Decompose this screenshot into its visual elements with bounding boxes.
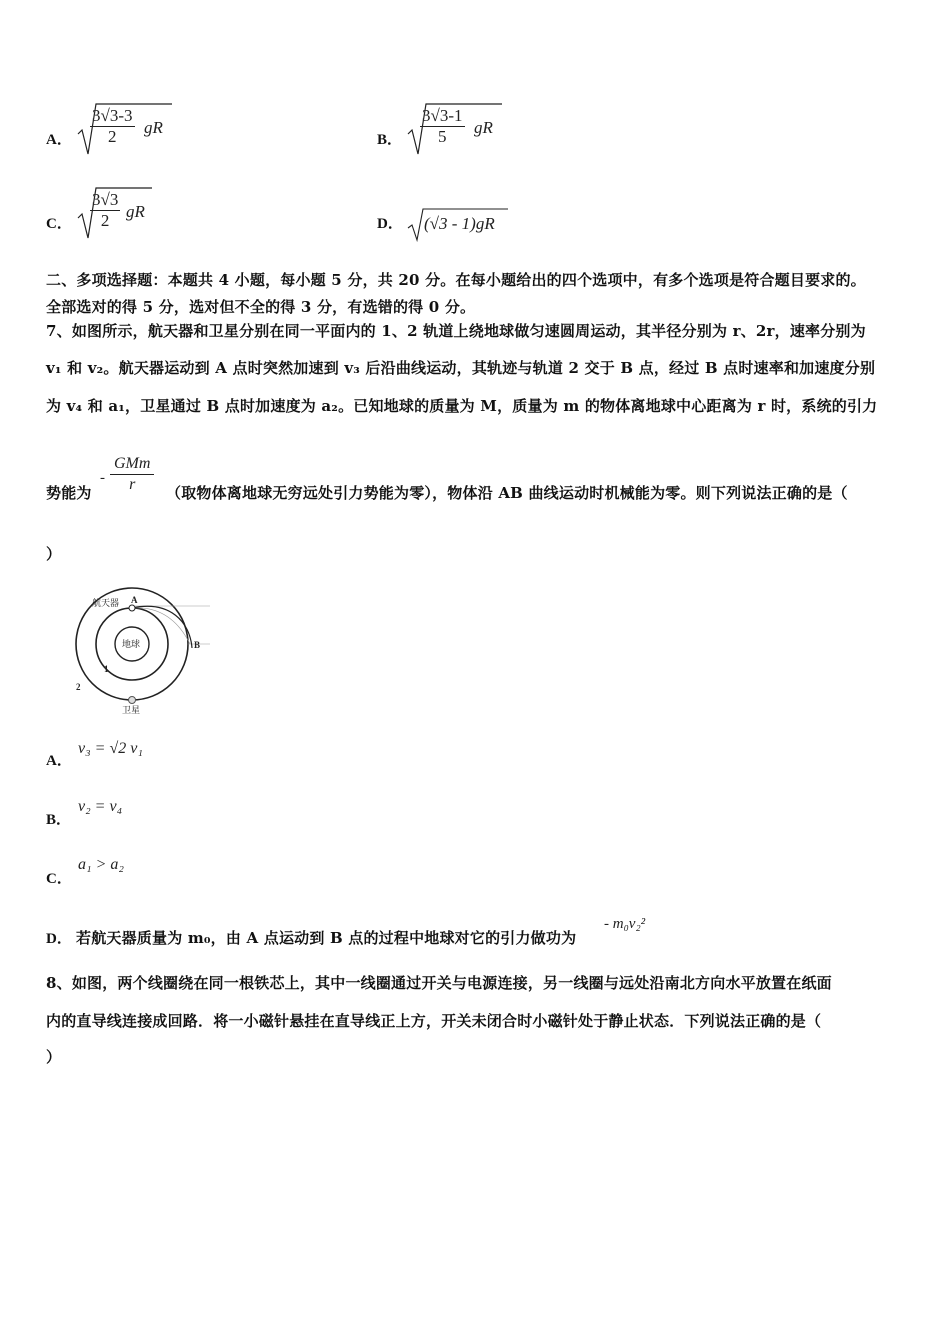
q6-a-tail: gR bbox=[144, 118, 163, 137]
label-satellite: 卫星 bbox=[122, 705, 141, 715]
label-orbit-2: 2 bbox=[76, 682, 81, 692]
q6-option-d-formula bbox=[406, 206, 510, 246]
section2-line2: 全部选对的得 5 分，选对但不全的得 3 分，有选错的得 0 分。 bbox=[46, 298, 476, 316]
q7-potential-den: r bbox=[129, 476, 136, 493]
label-a: A bbox=[131, 595, 138, 605]
q7-option-c-expr: a₁ > a₂ bbox=[78, 856, 124, 873]
q7-option-d-expr: - m₀v₂² bbox=[604, 916, 646, 932]
q7-line1: 7、如图所示，航天器和卫星分别在同一平面内的 1、2 轨道上绕地球做匀速圆周运动，其半径分别为 r、2r，速率分别为 bbox=[46, 322, 866, 340]
label-orbit-1: 1 bbox=[104, 664, 109, 674]
q6-option-b-label: B． bbox=[377, 132, 403, 148]
q6-option-b-formula bbox=[406, 100, 506, 162]
q6-b-numerator: 3√3-1 bbox=[422, 106, 463, 125]
q6-c-tail: gR bbox=[126, 202, 145, 221]
label-b: B bbox=[194, 640, 201, 650]
q6-b-tail: gR bbox=[474, 118, 493, 137]
q7-orbit-figure bbox=[60, 586, 230, 718]
q6-option-c-label: C． bbox=[46, 216, 72, 232]
label-earth: 地球 bbox=[122, 639, 141, 649]
transfer-trajectory bbox=[132, 606, 192, 648]
q7-option-a-expr: v₃ = √2 v₁ bbox=[78, 740, 143, 757]
q7-option-d-label: D． bbox=[46, 931, 72, 947]
q7-line2: v₁ 和 v₂。航天器运动到 A 点时突然加速到 v₃ 后沿曲线运动，其轨迹与轨道 2 交于 B 点，经过 B 点时速率和加速度分别 bbox=[46, 359, 876, 377]
satellite-dot bbox=[129, 697, 136, 704]
q6-option-a-label: A． bbox=[46, 132, 72, 148]
q7-potential-sign: - bbox=[100, 470, 105, 486]
spacecraft-point-a bbox=[129, 605, 135, 611]
q7-line5: ） bbox=[46, 545, 62, 563]
q7-option-b-expr: v₂ = v₄ bbox=[78, 798, 123, 815]
q8-line3: ） bbox=[46, 1048, 62, 1066]
q6-c-denominator: 2 bbox=[100, 211, 110, 230]
q6-option-a-formula bbox=[76, 100, 176, 162]
q7-option-c-label: C． bbox=[46, 871, 72, 887]
q8-line2: 内的直导线连接成回路．将一小磁针悬挂在直导线正上方，开关未闭合时小磁针处于静止状态．下列说法正确的是（ bbox=[46, 1012, 822, 1030]
q7-potential-num: GMm bbox=[110, 454, 154, 475]
q6-a-denominator: 2 bbox=[108, 127, 117, 146]
label-spacecraft: 航天器 bbox=[92, 598, 120, 608]
q6-b-denominator: 5 bbox=[438, 127, 447, 146]
q7-option-d-text: 若航天器质量为 m₀，由 A 点运动到 B 点的过程中地球对它的引力做功为 bbox=[76, 929, 577, 947]
section2-line1: 二、多项选择题：本题共 4 小题，每小题 5 分，共 20 分。在每小题给出的四个选项中，有多个选项是符合题目要求的。 bbox=[46, 271, 866, 289]
q6-c-numerator: 3√3 bbox=[92, 190, 119, 209]
q6-d-expr: (√3 - 1)gR bbox=[424, 214, 495, 233]
q7-line4-prefix: 势能为 bbox=[46, 484, 92, 502]
q7-line4-suffix: （取物体离地球无穷远处引力势能为零），物体沿 AB 曲线运动时机械能为零。则下列说法正确的是（ bbox=[166, 484, 848, 502]
guide-curve bbox=[132, 608, 190, 644]
q7-line3: 为 v₄ 和 a₁，卫星通过 B 点时加速度为 a₂。已知地球的质量为 M，质量为 m 的物体离地球中心距离为 r 时，系统的引力 bbox=[46, 397, 878, 415]
q6-option-c-formula bbox=[76, 184, 156, 246]
q6-a-numerator: 3√3-3 bbox=[92, 106, 133, 125]
q6-option-d-label: D． bbox=[377, 216, 403, 232]
q7-option-a-label: A． bbox=[46, 753, 72, 769]
q7-potential-fraction bbox=[110, 454, 154, 495]
q8-line1: 8、如图，两个线圈绕在同一根铁芯上，其中一线圈通过开关与电源连接，另一线圈与远处沿南北方向水平放置在纸面 bbox=[46, 974, 832, 992]
q7-option-b-label: B． bbox=[46, 812, 72, 828]
